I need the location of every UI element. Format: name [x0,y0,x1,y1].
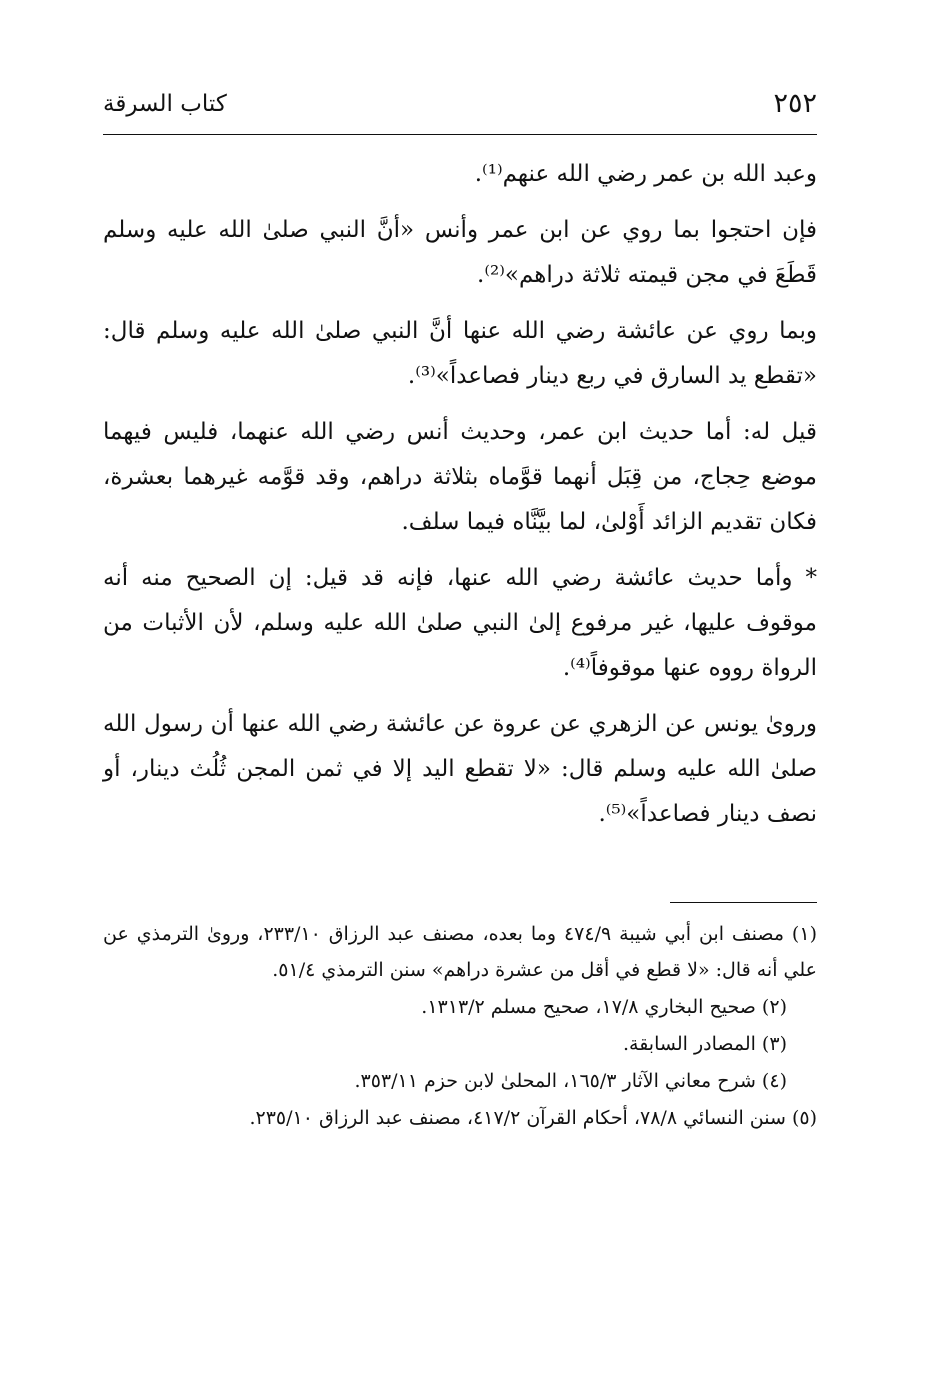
paragraph: فإن احتجوا بما روي عن ابن عمر وأنس «أنَّ النبي صلىٰ الله عليه وسلم قَطَعَ في مجن قيمته ثلاثة دراهم»⁽²⁾. [103,217,817,288]
page-number: ٢٥٢ [773,88,817,119]
page-header [103,86,817,132]
running-title: كتاب السرقة [103,91,227,117]
paragraph: * وأما حديث عائشة رضي الله عنها، فإنه قد قيل: إن الصحيح منه أنه موقوف عليها، غير مرفوع إلىٰ النبي صلىٰ الله عليه وسلم، لأن الأثبات من الرواة رووه عنها موقوفاً⁽⁴⁾. [103,565,817,681]
footnote-item: (٢) صحيح البخاري ١٧/٨، صحيح مسلم ١٣١٣/٢. [421,996,787,1018]
paragraph: قيل له: أما حديث ابن عمر، وحديث أنس رضي الله عنهما، فليس فيهما موضع حِجاج، من قِبَل أنهما قوَّماه بثلاثة دراهم، وقد قوَّمه غيرهما بعشرة، فكان تقديم الزائد أَوْلىٰ، لما بيَّنَّاه فيما سلف. [103,419,817,535]
footnote-item: (١) مصنف ابن أبي شيبة ٤٧٤/٩ وما بعده، مصنف عبد الرزاق ٢٣٣/١٠، وروىٰ الترمذي عن علي أنه قال: «لا قطع في أقل من عشرة دراهم» سنن الترمذي ٥١/٤. [103,923,817,981]
footnote-divider [670,902,817,903]
paragraph: ورویٰ يونس عن الزهري عن عروة عن عائشة رضي الله عنها أن رسول الله صلىٰ الله عليه وسلم قال: «لا تقطع اليد إلا في ثمن المجن ثُلُث دينار، أو نصف دينار فصاعداً»⁽⁵⁾. [103,711,817,827]
footnote-item: (٤) شرح معاني الآثار ١٦٥/٣، المحلىٰ لابن حزم ٣٥٣/١١. [354,1070,787,1092]
paragraph: وعبد الله بن عمر رضي الله عنهم⁽¹⁾. [474,161,817,187]
footnotes [103,916,817,1137]
header-rule [103,134,817,135]
footnote-item: (٣) المصادر السابقة. [622,1033,787,1055]
main-text [103,152,817,848]
footnote-item: (٥) سنن النسائي ٧٨/٨، أحكام القرآن ٤١٧/٢، مصنف عبد الرزاق ٢٣٥/١٠. [249,1107,817,1129]
paragraph: وبما روي عن عائشة رضي الله عنها أنَّ النبي صلىٰ الله عليه وسلم قال: «تقطع يد السارق في ربع دينار فصاعداً»⁽³⁾. [103,318,817,389]
